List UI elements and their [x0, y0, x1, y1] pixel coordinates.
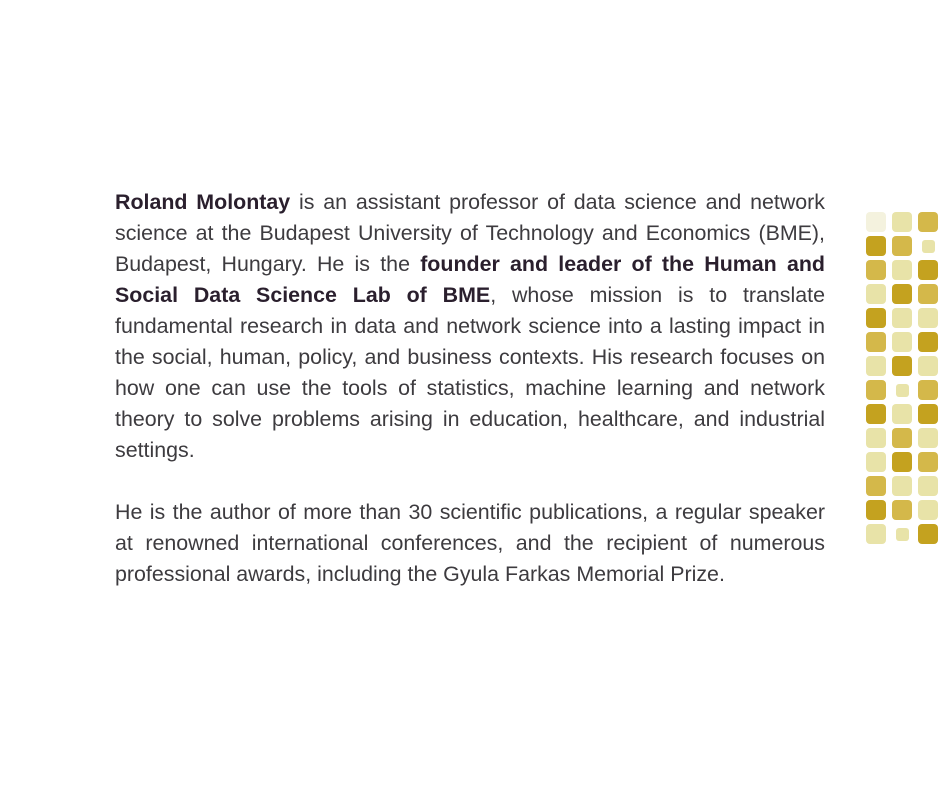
- decorative-tile: [892, 476, 912, 496]
- decorative-tile: [892, 356, 912, 376]
- decorative-tile: [918, 284, 938, 304]
- decorative-tile: [866, 500, 886, 520]
- decorative-tile: [918, 260, 938, 280]
- decorative-tile: [918, 428, 938, 448]
- decorative-tile: [892, 500, 912, 520]
- decorative-tile: [866, 356, 886, 376]
- decorative-tile: [866, 452, 886, 472]
- decorative-tile: [866, 308, 886, 328]
- decorative-tile: [896, 384, 909, 397]
- decorative-tile: [918, 212, 938, 232]
- decorative-tile: [892, 212, 912, 232]
- lab-name: founder and leader of the Human and Social Data Science Lab of BME: [115, 252, 825, 307]
- bio-text: [115, 187, 825, 621]
- decorative-tile: [866, 284, 886, 304]
- decorative-tile-pattern: [862, 212, 940, 582]
- decorative-tile: [918, 380, 938, 400]
- decorative-tile: [866, 380, 886, 400]
- decorative-tile: [892, 260, 912, 280]
- decorative-tile: [892, 404, 912, 424]
- decorative-tile: [918, 500, 938, 520]
- bio-paragraph-2: He is the author of more than 30 scientific publications, a regular speaker at renowned international conferences, and the recipient of numerous professional awards, including the Gyula Farkas Memorial Prize.: [115, 500, 825, 586]
- bio-text-part-2: , whose mission is to translate fundamental research in data and network science into a lasting impact in the social, human, policy, and business contexts. His research focuses on how one can use the tools of statistics, machine learning and network theory to solve problems arising in education, healthcare, and industrial settings.: [115, 283, 825, 462]
- decorative-tile: [918, 308, 938, 328]
- decorative-tile: [866, 524, 886, 544]
- decorative-tile: [892, 236, 912, 256]
- decorative-tile: [918, 332, 938, 352]
- decorative-tile: [866, 476, 886, 496]
- decorative-tile: [866, 404, 886, 424]
- decorative-tile: [866, 428, 886, 448]
- decorative-tile: [866, 332, 886, 352]
- decorative-tile: [918, 524, 938, 544]
- decorative-tile: [922, 240, 935, 253]
- decorative-tile: [892, 452, 912, 472]
- decorative-tile: [896, 528, 909, 541]
- decorative-tile: [866, 236, 886, 256]
- decorative-tile: [918, 476, 938, 496]
- decorative-tile: [892, 332, 912, 352]
- decorative-tile: [866, 212, 886, 232]
- decorative-tile: [892, 308, 912, 328]
- person-name: Roland Molontay: [115, 190, 291, 214]
- bio-paragraph-1: [115, 187, 825, 466]
- decorative-tile: [892, 428, 912, 448]
- decorative-tile: [918, 452, 938, 472]
- decorative-tile: [892, 284, 912, 304]
- decorative-tile: [918, 404, 938, 424]
- decorative-tile: [918, 356, 938, 376]
- decorative-tile: [866, 260, 886, 280]
- bio-text-part-1: is an assistant professor of data science and network science at the Budapest University of Technology and Economics (BME), Budapest, Hungary. He is the: [115, 190, 825, 276]
